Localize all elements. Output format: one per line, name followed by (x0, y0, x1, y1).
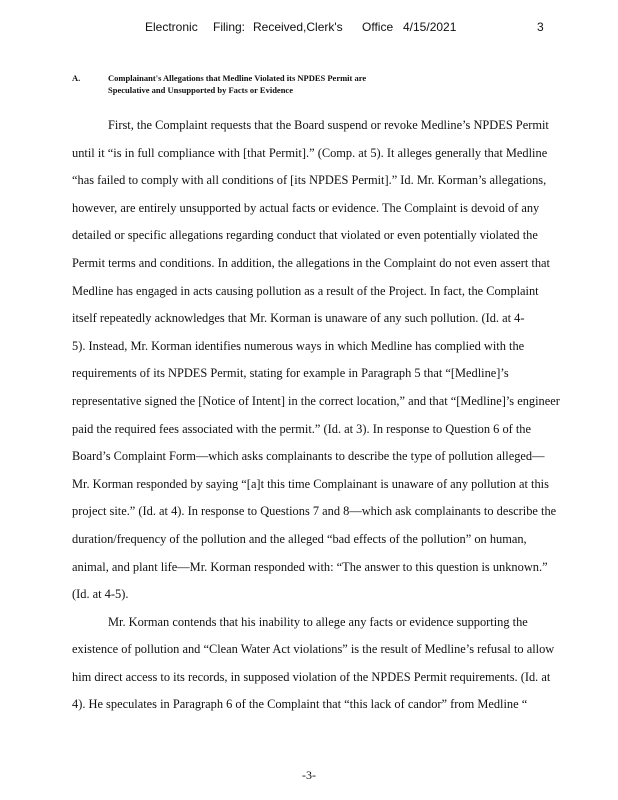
page-footer (0, 768, 618, 783)
text-line: Mr. Korman responded by saying “[a]t this time Complainant is unaware of any pollution at this (72, 476, 549, 491)
stamp-date: 4/15/2021 (403, 20, 457, 34)
text-line: Mr. Korman contends that his inability to allege any facts or evidence supporting the (108, 614, 528, 629)
stamp-received: Received,Clerk's (253, 20, 343, 34)
text-line: paid the required fees associated with the permit.” (Id. at 3). In response to Question 6 of the (72, 421, 531, 436)
text-line: Medline has engaged in acts causing pollution as a result of the Project. In fact, the Complaint (72, 283, 539, 298)
section-title-line-1: Complainant's Allegations that Medline Violated its NPDES Permit are (108, 73, 367, 83)
text-line: requirements of its NPDES Permit, stating for example in Paragraph 5 that “[Medline]’s (72, 366, 509, 381)
paragraph-2 (72, 609, 582, 719)
text-line: “has failed to comply with all conditions of [its NPDES Permit].” Id. Mr. Korman’s allegations, (72, 173, 547, 188)
text-line: detailed or specific allegations regarding conduct that violated or even potentially violated the (72, 228, 538, 243)
text-line: until it “is in full compliance with [that Permit].” (Comp. at 5). It alleges generally that Medline (72, 145, 548, 160)
text-line: Permit terms and conditions. In addition, the allegations in the Complaint do not even assert that (72, 255, 550, 270)
text-line: 4). He speculates in Paragraph 6 of the Complaint that “this lack of candor” from Medline “ (72, 697, 528, 712)
page-number: 3 (537, 20, 544, 34)
text-line: project site.” (Id. at 4). In response to Questions 7 and 8—which ask complainants to describe the (72, 504, 557, 519)
text-line: however, are entirely unsupported by actual facts or evidence. The Complaint is devoid of any (72, 200, 540, 215)
text-line: First, the Complaint requests that the Board suspend or revoke Medline’s NPDES Permit (108, 118, 549, 132)
footer-page-label: -3- (302, 768, 316, 782)
stamp-electronic: Electronic (145, 20, 198, 34)
section-title-line-2: Speculative and Unsupported by Facts or Evidence (108, 85, 293, 95)
paragraph-1 (72, 112, 582, 609)
text-line: duration/frequency of the pollution and the alleged “bad effects of the pollution” on human, (72, 531, 527, 546)
stamp-office: Office (362, 20, 394, 34)
text-line: existence of pollution and “Clean Water Act violations” is the result of Medline’s refusal to allow (72, 642, 555, 657)
text-line: (Id. at 4-5). (72, 587, 129, 602)
text-line: representative signed the [Notice of Intent] in the correct location,” and that “[Medline]’s engineer (72, 393, 560, 408)
document-body (72, 112, 582, 719)
text-line: 5). Instead, Mr. Korman identifies numerous ways in which Medline has complied with the (72, 338, 525, 353)
text-line: Board’s Complaint Form—which asks complainants to describe the type of pollution alleged— (72, 449, 545, 464)
text-line: animal, and plant life—Mr. Korman responded with: “The answer to this question is unknown.” (72, 559, 548, 574)
stamp-filing: Filing: (213, 20, 246, 34)
text-line: him direct access to its records, in supposed violation of the NPDES Permit requirements. (Id. at (72, 669, 551, 684)
section-letter: A. (72, 73, 81, 83)
text-line: itself repeatedly acknowledges that Mr. Korman is unaware of any such pollution. (Id. at 4- (72, 311, 525, 326)
